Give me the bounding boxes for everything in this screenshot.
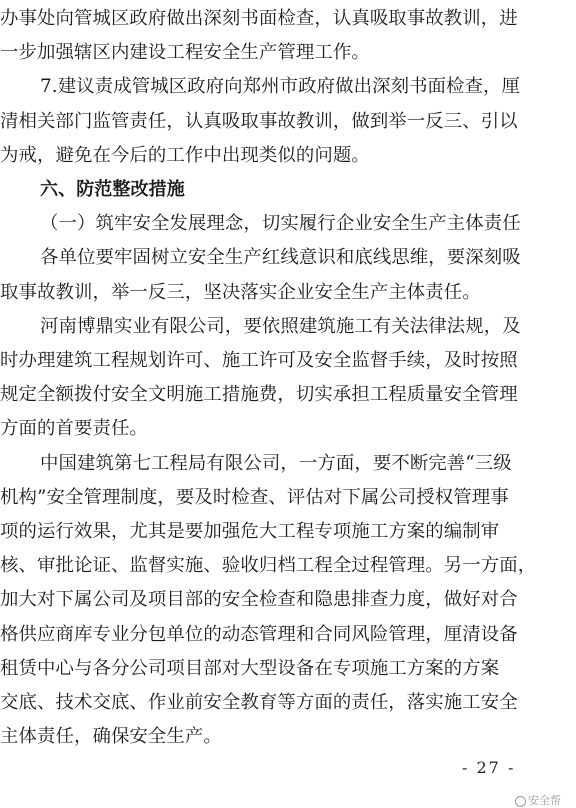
paragraph-line-19: 格供应商库专业分包单位的动态管理和合同风险管理，厘清设备: [0, 623, 518, 645]
paragraph-line-1: 办事处向管城区政府做出深刻书面检查，认真吸取事故教训，进: [0, 8, 518, 29]
page-number: - 27 -: [462, 758, 516, 778]
watermark-text: 安全帮: [528, 794, 561, 807]
paragraph-line-12: 规定全额拨付安全文明施工措施费，切实承担工程质量安全管理: [0, 384, 518, 406]
paragraph-line-2: 一步加强辖区内建设工程安全生产管理工作。: [0, 42, 370, 64]
paragraph-line-13: 方面的首要责任。: [0, 418, 148, 440]
paragraph-line-3: 7.建议责成管城区政府向郑州市政府做出深刻书面检查，厘: [40, 76, 521, 98]
paragraph-line-17: 核、审批论证、监督实施、验收归档工程全过程管理。另一方面，: [0, 555, 537, 577]
section-heading: 六、防范整改措施: [40, 179, 185, 200]
watermark-logo-icon: [515, 796, 526, 807]
paragraph-line-16: 项的运行效果，尤其是要加强危大工程专项施工方案的编制审: [0, 521, 500, 542]
paragraph-line-18: 加大对下属公司及项目部的安全检查和隐患排查力度，做好对合: [0, 589, 518, 611]
subsection-heading: （一）筑牢安全发展理念，切实履行企业安全生产主体责任: [40, 213, 521, 235]
paragraph-line-15: 机构”安全管理制度，要及时检查、评估对下属公司授权管理事: [0, 486, 509, 508]
paragraph-line-9: 取事故教训，举一反三，坚决落实企业安全生产主体责任。: [0, 281, 481, 303]
paragraph-line-8: 各单位要牢固树立安全生产红线意识和底线思维，要深刻吸: [40, 247, 521, 269]
paragraph-line-20: 租赁中心与各分公司项目部对大型设备在专项施工方案的方案: [0, 657, 500, 679]
watermark: [515, 794, 561, 808]
paragraph-line-5: 为戒，避免在今后的工作中出现类似的问题。: [0, 144, 370, 166]
paragraph-line-10: 河南博鼎实业有限公司，要依照建筑施工有关法律法规，及: [40, 315, 521, 337]
paragraph-line-4: 清相关部门监管责任，认真吸取事故教训，做到举一反三、引以: [0, 110, 518, 132]
paragraph-line-22: 主体责任，确保安全生产。: [0, 726, 222, 748]
paragraph-line-11: 时办理建筑工程规划许可、施工许可及安全监督手续，及时按照: [0, 350, 518, 371]
paragraph-line-14: 中国建筑第七工程局有限公司，一方面，要不断完善“三级: [40, 452, 512, 474]
paragraph-line-21: 交底、技术交底、作业前安全教育等方面的责任，落实施工安全: [0, 692, 518, 713]
